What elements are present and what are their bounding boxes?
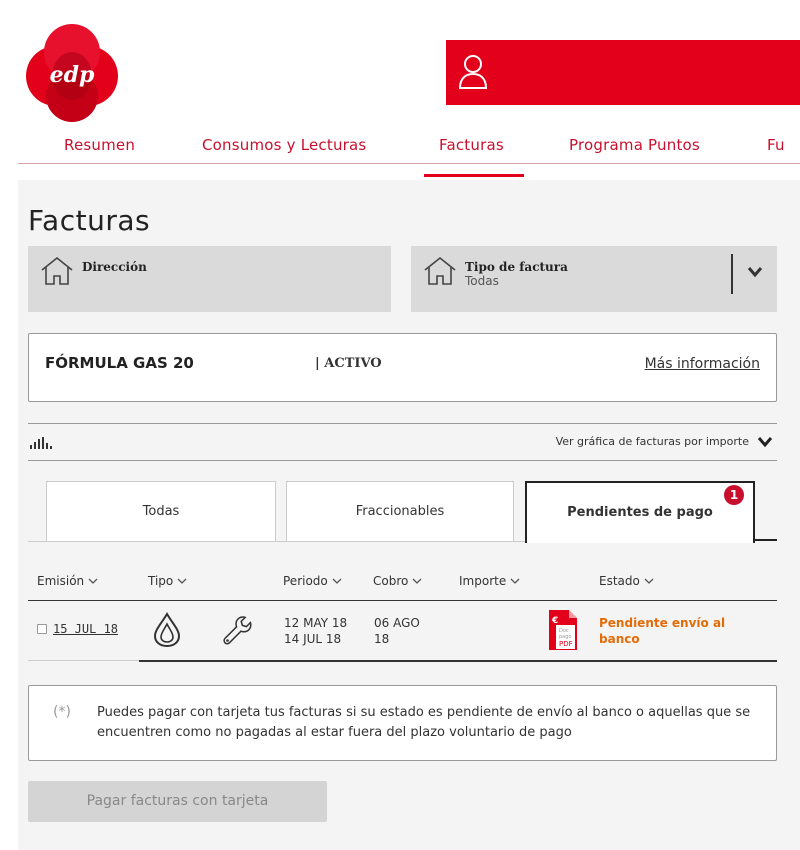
chevron-down-icon [644,578,654,585]
chevron-down-icon [332,578,342,585]
col-header-periodo[interactable]: Periodo [283,574,342,588]
pay-with-card-button[interactable]: Pagar facturas con tarjeta [28,781,327,822]
contract-status: | ACTIVO [315,356,382,371]
info-notice [28,685,777,761]
edp-logo[interactable] [22,22,122,122]
nav-item-facturas[interactable]: Facturas [439,136,504,154]
col-header-cobro[interactable]: Cobro [373,574,422,588]
table-header-divider [28,600,777,601]
contract-card [28,333,777,402]
svg-text:edp: edp [49,62,95,88]
nav-item-resumen[interactable]: Resumen [64,136,136,154]
col-header-estado[interactable]: Estado [599,574,654,588]
tipo-factura-value: Todas [465,274,499,288]
gas-drop-icon [152,612,182,648]
svg-text:Doc: Doc [559,628,569,634]
invoice-date-link[interactable]: 15 JUL 18 [53,622,119,636]
svg-text:PDF: PDF [559,640,573,648]
cobro-cell: 06 AGO 18 [374,616,420,646]
chevron-down-icon [88,578,98,585]
chevron-down-icon[interactable] [757,436,773,448]
nav-item-programa-puntos[interactable]: Programa Puntos [569,136,700,154]
tipo-factura-select[interactable] [411,246,777,312]
chevron-down-icon [510,578,520,585]
pdf-icon[interactable] [548,609,578,651]
bar-chart-icon [30,437,52,449]
wrench-icon [222,614,254,648]
col-header-importe[interactable]: Importe [459,574,520,588]
row-divider [28,660,139,661]
row-checkbox[interactable] [37,624,47,634]
show-chart-link[interactable]: Ver gráfica de facturas por importe [555,435,749,448]
nav-active-indicator [424,174,524,177]
info-text: Puedes pagar con tarjeta tus facturas si su estado es pendiente de envío al banco o aquellas que se encuentren como no pagadas al estar fuera del plazo voluntario de pago [97,705,751,740]
notification-badge: 1 [724,485,744,505]
tab-fraccionables[interactable]: Fraccionables [286,481,514,541]
nav-item-more[interactable]: Fu [767,136,785,154]
select-separator [731,254,733,294]
tipo-factura-label: Tipo de factura [465,260,568,274]
svg-text:pago: pago [559,634,572,640]
tab-pendientes-de-pago[interactable]: Pendientes de pago [525,481,755,543]
row-divider [139,660,777,662]
asterisk-icon: (*) [53,704,71,720]
chevron-down-icon [177,578,187,585]
more-info-link[interactable]: Más información [644,356,760,372]
col-header-tipo[interactable]: Tipo [148,574,187,588]
user-icon[interactable] [458,54,488,90]
periodo-cell: 12 MAY 18 14 JUL 18 [284,616,348,646]
direccion-label: Dirección [82,260,147,274]
user-account-bar[interactable] [446,40,800,105]
col-header-emision[interactable]: Emisión [37,574,98,588]
nav-item-consumos[interactable]: Consumos y Lecturas [202,136,367,154]
tab-baseline [753,539,777,541]
chevron-down-icon[interactable] [747,266,763,278]
main-nav [18,128,800,164]
chevron-down-icon [412,578,422,585]
svg-text:€: € [552,616,559,626]
house-icon [40,256,74,286]
tab-todas[interactable]: Todas [46,481,276,541]
house-icon [423,256,457,286]
direccion-filter[interactable] [28,246,391,312]
chart-toggle-bar[interactable] [28,423,777,461]
page-title: Facturas [28,204,151,237]
estado-cell: Pendiente envío al banco [599,616,726,646]
tab-baseline [28,541,525,542]
contract-name: FÓRMULA GAS 20 [45,354,194,372]
